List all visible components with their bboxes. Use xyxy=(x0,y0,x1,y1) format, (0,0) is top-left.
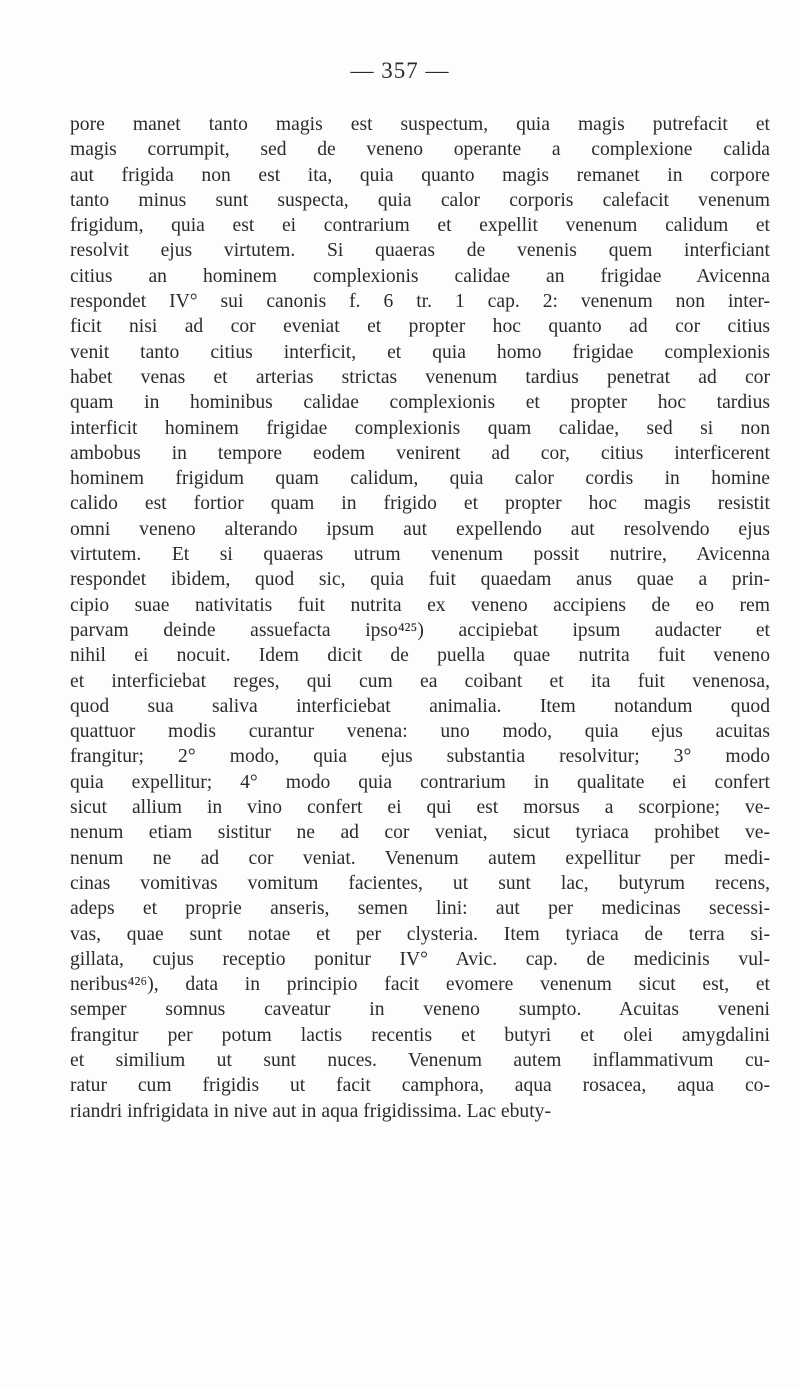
text-line: resolvit ejus virtutem. Si quaeras de venenis quem interficiant xyxy=(70,240,770,262)
text-line: adeps et proprie anseris, semen lini: aut per medicinas secessi- xyxy=(70,898,770,920)
text-line: quam in hominibus calidae complexionis et propter hoc tardius xyxy=(70,392,770,414)
text-line: nenum ne ad cor veniat. Venenum autem expellitur per medi- xyxy=(70,847,770,869)
text-line: quattuor modis curantur venena: uno modo, quia ejus acuitas xyxy=(70,721,770,743)
text-line: neribus⁴²⁶), data in principio facit evomere venenum sicut est, et xyxy=(70,974,770,996)
text-line: magis corrumpit, sed de veneno operante a complexione calida xyxy=(70,139,770,161)
text-line: ambobus in tempore eodem venirent ad cor, citius interficerent xyxy=(70,442,770,464)
text-line: omni veneno alterando ipsum aut expellendo aut resolvendo ejus xyxy=(70,518,770,540)
page-number: — 357 — xyxy=(350,58,450,83)
text-line: et similium ut sunt nuces. Venenum autem inflammativum cu- xyxy=(70,1049,770,1071)
text-line: respondet ibidem, quod sic, quia fuit quaedam anus quae a prin- xyxy=(70,569,770,591)
text-line: citius an hominem complexionis calidae an frigidae Avicenna xyxy=(70,265,770,287)
text-line: calido est fortior quam in frigido et propter hoc magis resistit xyxy=(70,493,770,515)
text-line: respondet IV° sui canonis f. 6 tr. 1 cap. 2: venenum non inter- xyxy=(70,291,770,313)
text-line: cipio suae nativitatis fuit nutrita ex veneno accipiens de eo rem xyxy=(70,594,770,616)
text-line: vas, quae sunt notae et per clysteria. Item tyriaca de terra si- xyxy=(70,923,770,945)
text-line: frangitur per potum lactis recentis et butyri et olei amygdalini xyxy=(70,1024,770,1046)
text-line: parvam deinde assuefacta ipso⁴²⁵) accipiebat ipsum audacter et xyxy=(70,619,770,641)
text-line: virtutem. Et si quaeras utrum venenum possit nutrire, Avicenna xyxy=(70,544,770,566)
text-line: et interficiebat reges, qui cum ea coibant et ita fuit venenosa, xyxy=(70,670,770,692)
text-line: quod sua saliva interficiebat animalia. Item notandum quod xyxy=(70,695,770,717)
text-line: tanto minus sunt suspecta, quia calor corporis calefacit venenum xyxy=(70,189,770,211)
body-text xyxy=(70,112,770,1124)
text-line: interficit hominem frigidae complexionis quam calidae, sed si non xyxy=(70,417,770,439)
text-line: gillata, cujus receptio ponitur IV° Avic. cap. de medicinis vul- xyxy=(70,948,770,970)
text-line: frigidum, quia est ei contrarium et expellit venenum calidum et xyxy=(70,215,770,237)
text-line: habet venas et arterias strictas venenum tardius penetrat ad cor xyxy=(70,366,770,388)
text-line: cinas vomitivas vomitum facientes, ut sunt lac, butyrum recens, xyxy=(70,872,770,894)
text-line: aut frigida non est ita, quia quanto magis remanet in corpore xyxy=(70,164,770,186)
text-line: nenum etiam sistitur ne ad cor veniat, sicut tyriaca prohibet ve- xyxy=(70,822,770,844)
text-line: nihil ei nocuit. Idem dicit de puella quae nutrita fuit veneno xyxy=(70,645,770,667)
text-line: frangitur; 2° modo, quia ejus substantia resolvitur; 3° modo xyxy=(70,746,770,768)
text-line: pore manet tanto magis est suspectum, quia magis putrefacit et xyxy=(70,114,770,135)
text-line: ficit nisi ad cor eveniat et propter hoc quanto ad cor citius xyxy=(70,316,770,338)
text-line: ratur cum frigidis ut facit camphora, aqua rosacea, aqua co- xyxy=(70,1075,770,1097)
text-line: hominem frigidum quam calidum, quia calor cordis in homine xyxy=(70,468,770,490)
text-line: venit tanto citius interficit, et quia homo frigidae complexionis xyxy=(70,341,770,363)
text-line: quia expellitur; 4° modo quia contrarium in qualitate ei confert xyxy=(70,771,770,793)
text-line: riandri infrigidata in nive aut in aqua frigidissima. Lac ebuty- xyxy=(70,1100,551,1122)
text-line: semper somnus caveatur in veneno sumpto. Acuitas veneni xyxy=(70,999,770,1021)
text-line: sicut allium in vino confert ei qui est morsus a scorpione; ve- xyxy=(70,797,770,819)
